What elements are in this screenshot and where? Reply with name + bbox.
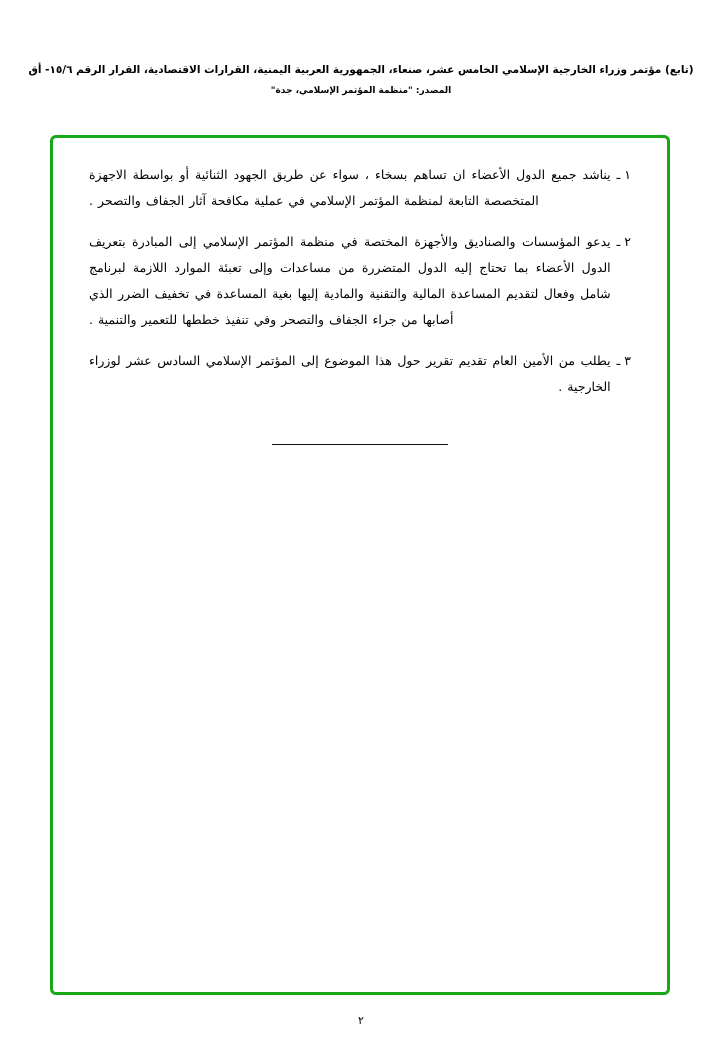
horizontal-rule	[272, 444, 448, 445]
clause-number: ١ ـ	[616, 167, 631, 182]
clause-item	[89, 348, 631, 400]
page-number: ٢	[358, 1014, 364, 1027]
resolution-body	[89, 162, 631, 453]
clause-text: يطلب من الأمين العام تقديم تقرير حول هذا الموضوع إلى المؤتمر الإسلامي السادس عشر لوزراء الخارجية .	[89, 353, 611, 394]
clause-number: ٣ ـ	[616, 353, 631, 368]
clause-text: يدعو المؤسسات والصناديق والأجهزة المختصة في منظمة المؤتمر الإسلامي إلى المبادرة بتعريف الدول الأعضاء بما تحتاج إليه الدول المتضررة من مساعدات وإلى تعبئة الموارد اللازمة لبرنامج شامل وفعال لتقديم المساعدة المالية والتقنية والمادية إليها بغية المساعدة في تخفيف الضرر الذي أصابها من جراء الجفاف والتصحر وفي تنفيذ خططها للتعمير والتنمية .	[89, 234, 611, 327]
green-content-frame	[50, 135, 670, 995]
clause-item	[89, 162, 631, 214]
separator-container	[89, 434, 631, 453]
header-source: المصدر: "منظمة المؤتمر الإسلامي، جدة"	[270, 86, 452, 96]
document-header	[0, 62, 722, 99]
header-title: (تابع) مؤتمر وزراء الخارجية الإسلامي الخامس عشر، صنعاء، الجمهورية العربية اليمنية، القرارات الاقتصادية، القرار الرقم ١٥/٦- أق	[28, 64, 694, 76]
clause-item	[89, 229, 631, 333]
clause-text: يناشد جميع الدول الأعضاء ان تساهم بسخاء ، سواء عن طريق الجهود الثنائية أو بواسطة الاجهزة المتخصصة التابعة لمنظمة المؤتمر الإسلامي في عملية مكافحة آثار الجفاف والتصحر .	[89, 167, 611, 208]
clause-number: ٢ ـ	[616, 234, 631, 249]
